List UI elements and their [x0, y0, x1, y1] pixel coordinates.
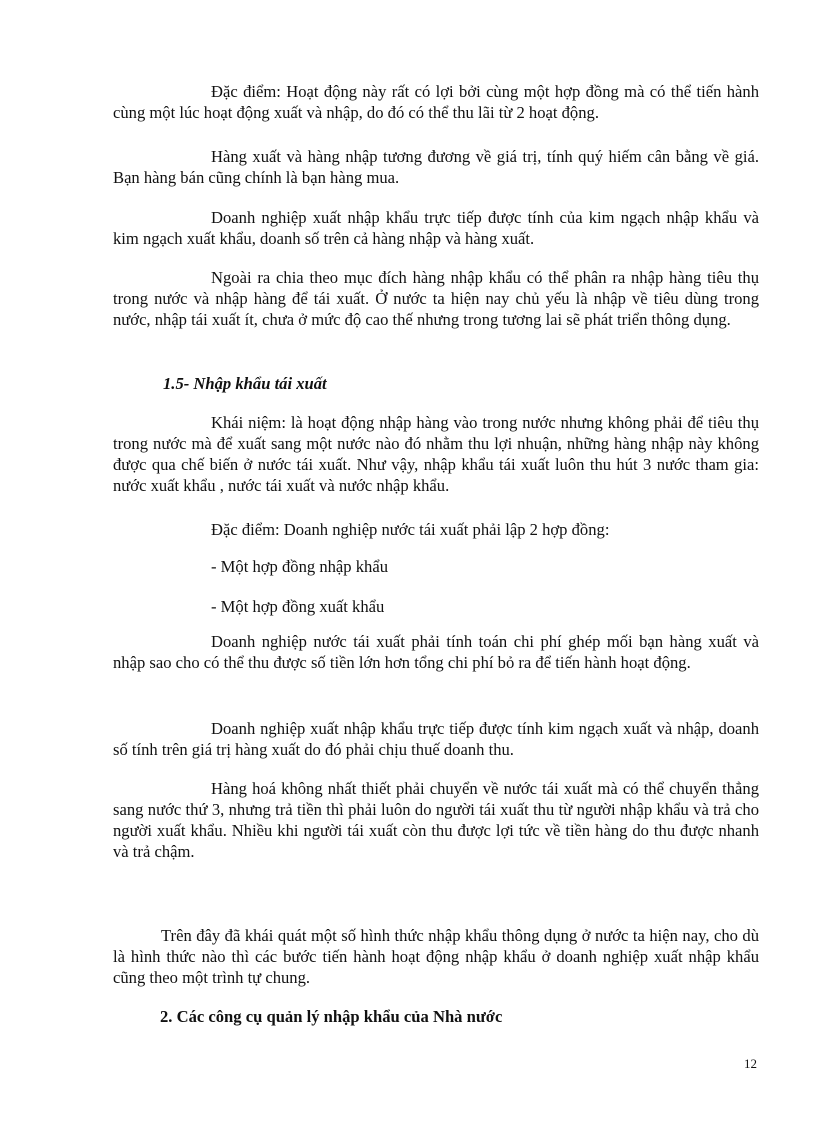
paragraph-doanh-nghiep-2: Doanh nghiệp xuất nhập khẩu trực tiếp được tính kim ngạch xuất và nhập, doanh số tính trên giá trị hàng xuất do đó phải chịu thuế doanh thu. — [113, 719, 759, 759]
section-heading: 1.5- Nhập khẩu tái xuất — [163, 374, 327, 393]
paragraph-hang-hoa: Hàng hoá không nhất thiết phải chuyển về nước tái xuất mà có thể chuyển thẳng sang nước thứ 3, nhưng trả tiền thì phải luôn do người tái xuất thu từ người nhập khẩu và trả cho người xuất khẩu. Nhiều khi người tái xuất còn thu được lợi tức về tiền hàng do thu được nhanh và trả chậm. — [113, 779, 759, 861]
paragraph-doanh-nghiep-1: Doanh nghiệp xuất nhập khẩu trực tiếp được tính của kim ngạch nhập khẩu và kim ngạch xuất khẩu, doanh số trên cả hàng nhập và hàng xuất. — [113, 208, 759, 248]
paragraph-khai-niem: Khái niệm: là hoạt động nhập hàng vào trong nước nhưng không phải để tiêu thụ trong nước mà để xuất sang một nước nào đó nhằm thu lợi nhuận, những hàng nhập này không được qua chế biến ở nước tái xuất. Như vậy, nhập khẩu tái xuất luôn thu hút 3 nước tham gia: nước xuất khẩu , nước tái xuất và nước nhập khẩu. — [113, 413, 759, 495]
paragraph-hang-xuat: Hàng xuất và hàng nhập tương đương về giá trị, tính quý hiếm cân bằng về giá. Bạn hàng bán cũng chính là bạn hàng mua. — [113, 147, 759, 187]
paragraph-summary: Trên đây đã khái quát một số hình thức nhập khẩu thông dụng ở nước ta hiện nay, cho dù là hình thức nào thì các bước tiến hành hoạt động nhập khẩu ở doanh nghiệp xuất nhập khẩu cũng theo một trình tự chung. — [113, 926, 759, 987]
paragraph-dac-diem-2: Đặc điểm: Doanh nghiệp nước tái xuất phải lập 2 hợp đồng: — [211, 520, 610, 539]
paragraph-ngoai-ra: Ngoài ra chia theo mục đích hàng nhập khẩu có thể phân ra nhập hàng tiêu thụ trong nước và nhập hàng để tái xuất. Ở nước ta hiện nay chủ yếu là nhập về tiêu dùng trong nước, nhập tái xuất ít, chưa ở mức độ cao thế nhưng trong tương lai sẽ phát triển thông dụng. — [113, 268, 759, 329]
page-number: 12 — [744, 1056, 757, 1071]
paragraph-doanh-nghiep-tai-xuat: Doanh nghiệp nước tái xuất phải tính toán chi phí ghép mối bạn hàng xuất và nhập sao cho có thể thu được số tiền lớn hơn tổng chi phí bỏ ra để tiến hành hoạt động. — [113, 632, 759, 672]
list-item-hop-dong-xuat: - Một hợp đồng xuất khẩu — [211, 597, 385, 616]
chapter-heading: 2. Các công cụ quản lý nhập khẩu của Nhà nước — [160, 1007, 503, 1026]
paragraph-dac-diem-1: Đặc điểm: Hoạt động này rất có lợi bởi cùng một hợp đồng mà có thể tiến hành cùng một lúc hoạt động xuất và nhập, do đó có thể thu lãi từ 2 hoạt động. — [113, 82, 759, 122]
document-page — [113, 0, 759, 1123]
list-item-hop-dong-nhap: - Một hợp đồng nhập khẩu — [211, 557, 388, 576]
